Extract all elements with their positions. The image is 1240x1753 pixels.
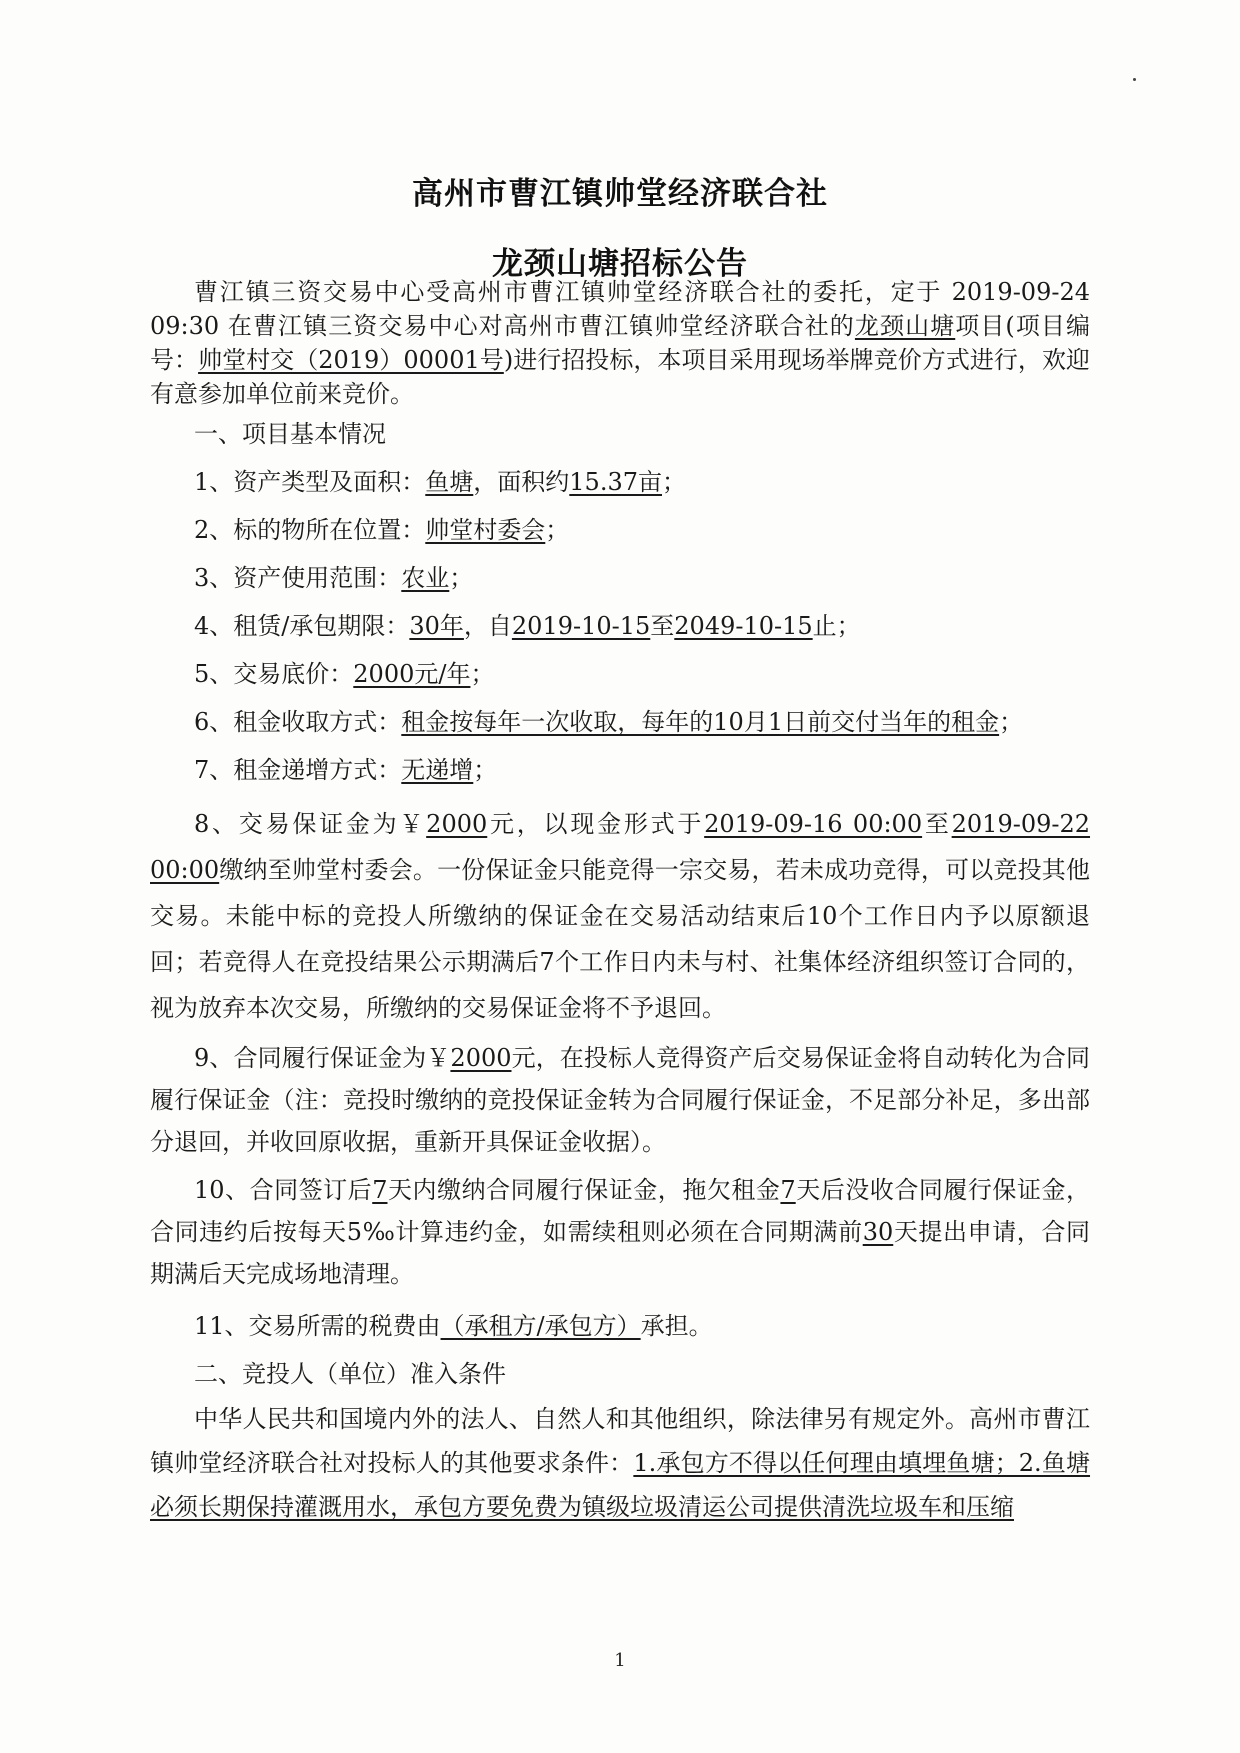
item-label: 7、租金递增方式：	[194, 756, 402, 784]
page-number: 1	[614, 1650, 626, 1671]
project-name: 龙颈山塘	[854, 312, 956, 340]
item-text: ；	[999, 708, 1024, 736]
item-label: 3、资产使用范围：	[194, 564, 402, 592]
deposit-end: 2019-09-22 00:00	[150, 810, 1091, 884]
asset-location: 帅堂村委会	[425, 516, 546, 544]
item-text: 缴纳至帅堂村委会。一份保证金只能竞得一宗交易，若未成功竞得，可以竞投其他交易。未能中标的竞投人所缴纳的保证金在交易活动结束后10个工作日内予以原额退回；若竞得人在竞投结果公示期满后7个工作日内未与村、社集体经济组织签订合同的，视为放弃本次交易，所缴纳的交易保证金将不予退回。	[150, 856, 1090, 1022]
item-8	[150, 801, 1090, 1031]
document-title: 高州市曹江镇帅堂经济联合社	[412, 176, 828, 212]
item-4	[150, 609, 1090, 643]
item-text: 天后没收合同履行保证金，合同违约后按每天5‰计算违约金，如需续租则必须在合同期满前	[150, 1176, 1090, 1246]
item-6	[150, 705, 1090, 739]
section2-text: 中华人民共和国境内外的法人、自然人和其他组织，除法律另有规定外。高州市曹江镇帅堂经济联合社对投标人的其他要求条件：	[150, 1405, 1090, 1477]
performance-deposit: 2000	[450, 1044, 512, 1072]
lease-start: 2019-10-15	[511, 612, 651, 640]
item-label: 4、租赁/承包期限：	[194, 612, 410, 640]
item-text: 止；	[812, 612, 861, 640]
item-text: ；	[449, 564, 474, 592]
item-label: 6、租金收取方式：	[194, 708, 402, 736]
asset-use: 农业	[401, 564, 450, 592]
item-text: 承担。	[640, 1312, 713, 1340]
deposit-amount: 2000	[426, 810, 488, 838]
document-body	[150, 275, 1090, 1529]
section-heading-2: 二、竞投人（单位）准入条件	[194, 1360, 506, 1388]
item-text: ，自	[463, 612, 512, 640]
item-label: 1、资产类型及面积：	[194, 468, 426, 496]
item-text: 天内缴纳合同履行保证金，拖欠租金	[387, 1176, 781, 1204]
item-label: 2、标的物所在位置：	[194, 516, 426, 544]
lease-end: 2049-10-15	[674, 612, 813, 640]
item-7	[150, 753, 1090, 787]
item-2	[150, 513, 1090, 547]
section-heading-1: 一、项目基本情况	[194, 420, 386, 448]
bidder-requirements: 1.承包方不得以任何理由填埋鱼塘；2.鱼塘必须长期保持灌溉用水，承包方要免费为镇级垃圾清运公司提供清洗垃圾车和压缩	[150, 1449, 1091, 1521]
item-5	[150, 657, 1090, 691]
item-text: ；	[662, 468, 686, 496]
item-text: 9、合同履行保证金为￥	[194, 1044, 451, 1072]
rent-collection: 租金按每年一次收取，每年的10月1日前交付当年的租金	[401, 708, 1000, 736]
item-text: 元，在投标人竞得资产后交易保证金将自动转化为合同履行保证金（注：竞投时缴纳的竞投保证金转为合同履行保证金，不足部分补足，多出部分退回，并收回原收据，重新开具保证金收据）。	[150, 1044, 1090, 1156]
lease-years: 30年	[409, 612, 464, 640]
item-9	[150, 1037, 1090, 1163]
section2-paragraph	[150, 1397, 1090, 1529]
tax-payer: （承租方/承包方）	[440, 1312, 641, 1340]
item-text: 元，以现金形式于	[487, 810, 705, 838]
scan-speck	[1133, 78, 1136, 81]
document-subtitle: 龙颈山塘招标公告	[492, 246, 748, 282]
intro-text: 曹江镇三资交易中心受高州市曹江镇帅堂经济联合社的委托，定于 2019-09-24 09:30 在曹江镇三资交易中心对高州市曹江镇帅堂经济联合社的	[150, 278, 1090, 340]
item-text: 至	[922, 810, 952, 838]
days-value: 7	[372, 1176, 388, 1204]
asset-type: 鱼塘	[425, 468, 474, 496]
item-1	[150, 465, 1090, 499]
item-text: ，面积约	[473, 468, 570, 496]
item-text: 11、交易所需的税费由	[194, 1312, 441, 1340]
asset-area: 15.37亩	[569, 468, 662, 496]
item-11	[150, 1309, 1090, 1343]
intro-paragraph	[150, 275, 1090, 411]
item-text: 10、合同签订后	[194, 1176, 373, 1204]
item-text: ；	[545, 516, 570, 544]
reserve-price: 2000元/年	[353, 660, 471, 688]
item-3	[150, 561, 1090, 595]
item-10	[150, 1169, 1090, 1295]
deposit-start: 2019-09-16 00:00	[704, 810, 923, 838]
item-text: 天提出申请，合同期满后天完成场地清理。	[150, 1218, 1090, 1288]
days-value: 7	[780, 1176, 796, 1204]
item-label: 5、交易底价：	[194, 660, 354, 688]
item-text: ；	[473, 756, 498, 784]
item-text: 8、交易保证金为￥	[194, 810, 427, 838]
days-value: 30	[862, 1218, 894, 1246]
rent-increase: 无递增	[401, 756, 474, 784]
item-text: 至	[650, 612, 675, 640]
project-number: 帅堂村交（2019）00001号	[198, 346, 504, 374]
intro-text: )进行招投标，本项目采用现场举牌竞价方式进行，欢迎有意参加单位前来竞价。	[150, 346, 1090, 408]
item-text: ；	[470, 660, 495, 688]
intro-text: 项目(项目编号：	[150, 312, 1091, 374]
